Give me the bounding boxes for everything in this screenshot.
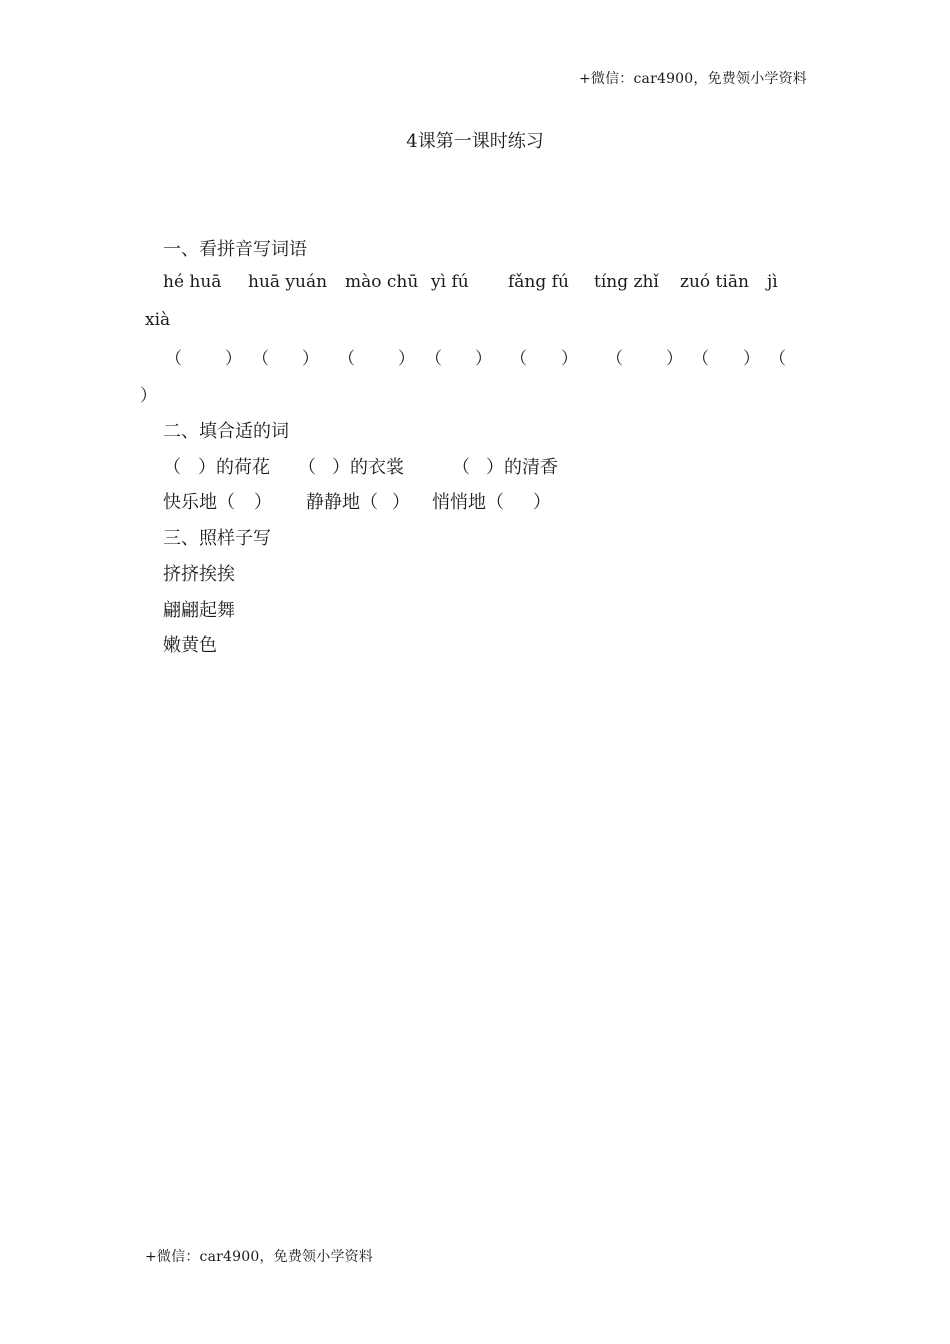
fill-phrase: 静静地（ xyxy=(306,492,378,513)
section2-heading: 二、填合适的词 xyxy=(163,421,289,442)
fill-paren-close: ） xyxy=(254,492,272,513)
paren-open: （ xyxy=(692,349,709,369)
fill-phrase: ）的清香 xyxy=(486,457,558,478)
section3-heading: 三、照样子写 xyxy=(163,528,271,549)
paren-open: （ xyxy=(252,349,269,369)
fill-row-1 xyxy=(0,453,950,477)
paren-open: （ xyxy=(338,349,355,369)
pinyin-item: hé huā xyxy=(163,272,222,292)
paren-open: （ xyxy=(606,349,623,369)
fill-phrase: 悄悄地（ xyxy=(432,492,504,513)
paren-open: （ xyxy=(165,349,182,369)
pinyin-item: mào chū xyxy=(345,272,419,292)
fill-paren-open: （ xyxy=(163,457,181,478)
fill-paren-close: ） xyxy=(392,492,410,513)
paren-open: （ xyxy=(425,349,442,369)
footer-watermark-note: +微信：car4900，免费领小学资料 xyxy=(145,1249,374,1265)
paren-close: ） xyxy=(561,349,578,369)
fill-phrase: 快乐地（ xyxy=(163,492,235,513)
paren-close-wrapped: ） xyxy=(140,386,157,406)
fill-paren-close: ） xyxy=(533,492,551,513)
fill-phrase: ）的荷花 xyxy=(198,457,270,478)
pinyin-item: zuó tiān xyxy=(680,272,749,292)
page-title-text: 4课第一课时练习 xyxy=(406,131,544,152)
header-watermark-note: +微信：car4900，免费领小学资料 xyxy=(578,71,807,87)
paren-close: ） xyxy=(225,349,242,369)
example-word: 挤挤挨挨 xyxy=(163,564,235,585)
fill-row-2 xyxy=(0,488,950,512)
pinyin-item-wrapped: xià xyxy=(145,310,171,330)
paren-close: ） xyxy=(302,349,319,369)
page-title xyxy=(0,127,950,153)
paren-close: ） xyxy=(398,349,415,369)
paren-open: （ xyxy=(769,349,786,369)
paren-close: ） xyxy=(475,349,492,369)
paren-close: ） xyxy=(666,349,683,369)
pinyin-item: yì fú xyxy=(431,272,469,292)
pinyin-item: tíng zhǐ xyxy=(594,272,659,292)
example-word: 嫩黄色 xyxy=(163,635,217,656)
pinyin-item: huā yuán xyxy=(248,272,328,292)
fill-paren-open: （ xyxy=(298,457,316,478)
paren-close: ） xyxy=(743,349,760,369)
fill-paren-open: （ xyxy=(452,457,470,478)
fill-phrase: ）的衣裳 xyxy=(332,457,404,478)
paren-open: （ xyxy=(510,349,527,369)
pinyin-item: jì xyxy=(767,272,778,292)
pinyin-item: fǎng fú xyxy=(508,272,569,292)
example-word: 翩翩起舞 xyxy=(163,600,235,621)
section1-heading: 一、看拼音写词语 xyxy=(163,239,307,260)
